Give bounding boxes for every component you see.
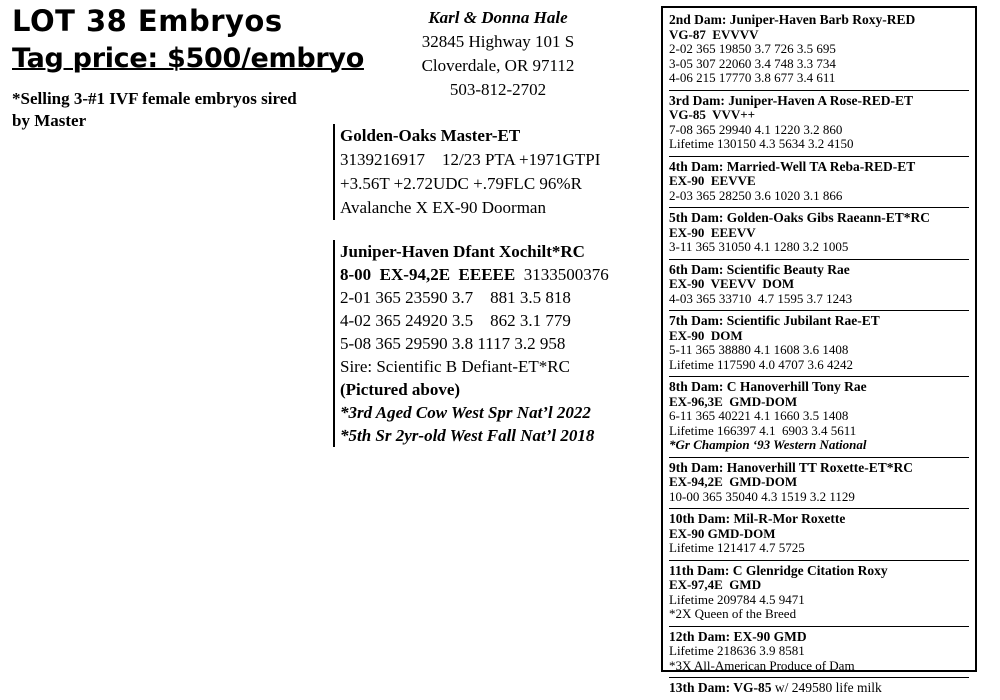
dam-entry (669, 91, 969, 157)
dam-entry-record: Lifetime 209784 4.5 9471 (669, 591, 805, 607)
dam-entry-record: 3-05 307 22060 3.4 748 3.3 734 (669, 55, 836, 71)
lot-title: LOT 38 Embryos (12, 4, 283, 38)
maternal-line-box (661, 6, 977, 695)
sire-line-2: +3.56T +2.72UDC +.79FLC 96%R (340, 174, 582, 193)
dam-entry-title (669, 512, 969, 527)
dam-entry-title-text: 10th Dam: Mil-R-Mor Roxette (669, 511, 846, 526)
dam-classification: 8-00 EX-94,2E EEEEE (340, 265, 516, 284)
dam-entry-record: *3X All-American Produce of Dam (669, 657, 855, 673)
dam-entry (669, 208, 969, 260)
sire-block (333, 124, 660, 220)
owner-name: Karl & Donna Hale (428, 8, 568, 27)
dam-entry-title-text: 11th Dam: C Glenridge Citation Roxy (669, 562, 888, 578)
dam-entry (669, 458, 969, 510)
dam-entry-class: EX-90 VEEVV DOM (669, 276, 795, 291)
dam-entry-title-text: 2nd Dam: Juniper-Haven Barb Roxy-RED (669, 12, 916, 27)
dam-entry-title (669, 211, 969, 226)
dam-entry (669, 157, 969, 209)
dam-record-2: 4-02 365 24920 3.5 862 3.1 779 (340, 311, 571, 330)
dam-entry-suffix: w/ 249580 life milk (771, 680, 882, 695)
dam-entry-record: 4-06 215 17770 3.8 677 3.4 611 (669, 70, 836, 85)
dam-entry-record: 5-11 365 38880 4.1 1608 3.6 1408 (669, 342, 849, 357)
dam-entry-record: 10-00 365 35040 4.3 1519 3.2 1129 (669, 488, 855, 504)
dam-entry-class: VG-87 EVVVV (669, 26, 759, 42)
dam-entry-class: VG-85 VVV++ (669, 107, 756, 122)
dam-entry-title (669, 630, 969, 645)
dam-entry-note: *Gr Champion ‘93 Western National (669, 437, 867, 452)
dam-award-2: *5th Sr 2yr-old West Fall Nat’l 2018 (340, 426, 595, 445)
dam-entry-record: 2-03 365 28250 3.6 1020 3.1 866 (669, 187, 843, 203)
dam-entry (669, 377, 969, 458)
dam-entry (669, 561, 969, 627)
dam-entry-record: Lifetime 121417 4.7 5725 (669, 540, 805, 555)
dam-record-3: 5-08 365 29590 3.8 1117 3.2 958 (340, 334, 566, 353)
sire-name: Golden-Oaks Master-ET (340, 126, 521, 145)
dam-entry-record: 3-11 365 31050 4.1 1280 3.2 1005 (669, 239, 849, 254)
dam-entry-title-text: 12th Dam: EX-90 GMD (669, 628, 807, 644)
owner-phone: 503-812-2702 (449, 80, 547, 99)
dam-entry (669, 260, 969, 312)
dam-entry-title-text: 7th Dam: Scientific Jubilant Rae-ET (669, 313, 880, 328)
dam-entry-record: 2-02 365 19850 3.7 726 3.5 695 (669, 41, 836, 56)
sire-line-3: Avalanche X EX-90 Doorman (340, 198, 546, 217)
dam-entry-record: 4-03 365 33710 4.7 1595 3.7 1243 (669, 290, 853, 306)
dam-entry-title-text: 9th Dam: Hanoverhill TT Roxette-ET*RC (669, 459, 913, 475)
dam-entry (669, 10, 969, 91)
dam-name: Juniper-Haven Dfant Xochilt*RC (340, 242, 585, 261)
dam-entry-title (669, 13, 969, 28)
dam-entry-title-text: 8th Dam: C Hanoverhill Tony Rae (669, 379, 867, 394)
dam-award-1: *3rd Aged Cow West Spr Nat’l 2022 (340, 403, 591, 422)
dam-entry-title (669, 681, 969, 696)
dam-reg: 3133500376 (523, 265, 609, 284)
dam-entry-record: 7-08 365 29940 4.1 1220 3.2 860 (669, 121, 843, 137)
dam-entry-record: Lifetime 117590 4.0 4707 3.6 4242 (669, 356, 854, 372)
dam-entry-title (669, 160, 969, 175)
dam-entry-title (669, 94, 969, 109)
tag-price: Tag price: $500/embryo (12, 43, 364, 74)
dam-block (333, 240, 660, 447)
dam-entry-title (669, 564, 969, 579)
dam-entry-title-text: 3rd Dam: Juniper-Haven A Rose-RED-ET (669, 92, 914, 108)
dam-entry-class: EX-94,2E GMD-DOM (669, 474, 798, 489)
dam-entry (669, 311, 969, 377)
dam-entry-record: 6-11 365 40221 4.1 1660 3.5 1408 (669, 408, 849, 423)
dam-entry-title (669, 461, 969, 476)
dam-entry-class: EX-90 EEEVV (669, 224, 756, 240)
dam-entry-title-text: 4th Dam: Married-Well TA Reba-RED-ET (669, 158, 916, 174)
owner-city: Cloverdale, OR 97112 (421, 56, 575, 75)
dam-entry (669, 678, 969, 700)
dam-class-row (340, 263, 660, 286)
dam-entry-record: Lifetime 166397 4.1 6903 3.4 5611 (669, 422, 857, 438)
sire-line-1: 3139216917 12/23 PTA +1971GTPI (340, 150, 601, 169)
dam-pictured: (Pictured above) (340, 380, 461, 399)
dam-entry (669, 627, 969, 679)
dam-entry-title (669, 380, 969, 395)
dam-entry-title (669, 314, 969, 329)
dam-entry-record: Lifetime 218636 3.9 8581 (669, 643, 805, 658)
dam-entry-class: EX-90 GMD-DOM (669, 525, 776, 541)
selling-note: *Selling 3-#1 IVF female embryos sired by Master (12, 89, 297, 130)
dam-entry-class: EX-90 EEVVE (669, 173, 756, 188)
dam-entry-class: EX-97,4E GMD (669, 577, 762, 592)
dam-sire-line: Sire: Scientific B Defiant-ET*RC (340, 357, 570, 376)
owner-address: 32845 Highway 101 S (421, 32, 575, 51)
dam-entry-title-text: 5th Dam: Golden-Oaks Gibs Raeann-ET*RC (669, 210, 931, 225)
dam-record-1: 2-01 365 23590 3.7 881 3.5 818 (340, 288, 571, 307)
dam-entry-class: EX-96,3E GMD-DOM (669, 393, 798, 409)
dam-entry-title-text: 6th Dam: Scientific Beauty Rae (669, 261, 850, 277)
dam-entry (669, 509, 969, 561)
dam-entry-class: EX-90 DOM (669, 327, 743, 343)
dam-entry-title (669, 263, 969, 278)
dam-entry-record: Lifetime 130150 4.3 5634 3.2 4150 (669, 136, 854, 151)
dam-entry-title-text: 13th Dam: VG-85 (669, 680, 772, 695)
owner-block (383, 6, 613, 102)
dam-entry-record: *2X Queen of the Breed (669, 606, 797, 621)
